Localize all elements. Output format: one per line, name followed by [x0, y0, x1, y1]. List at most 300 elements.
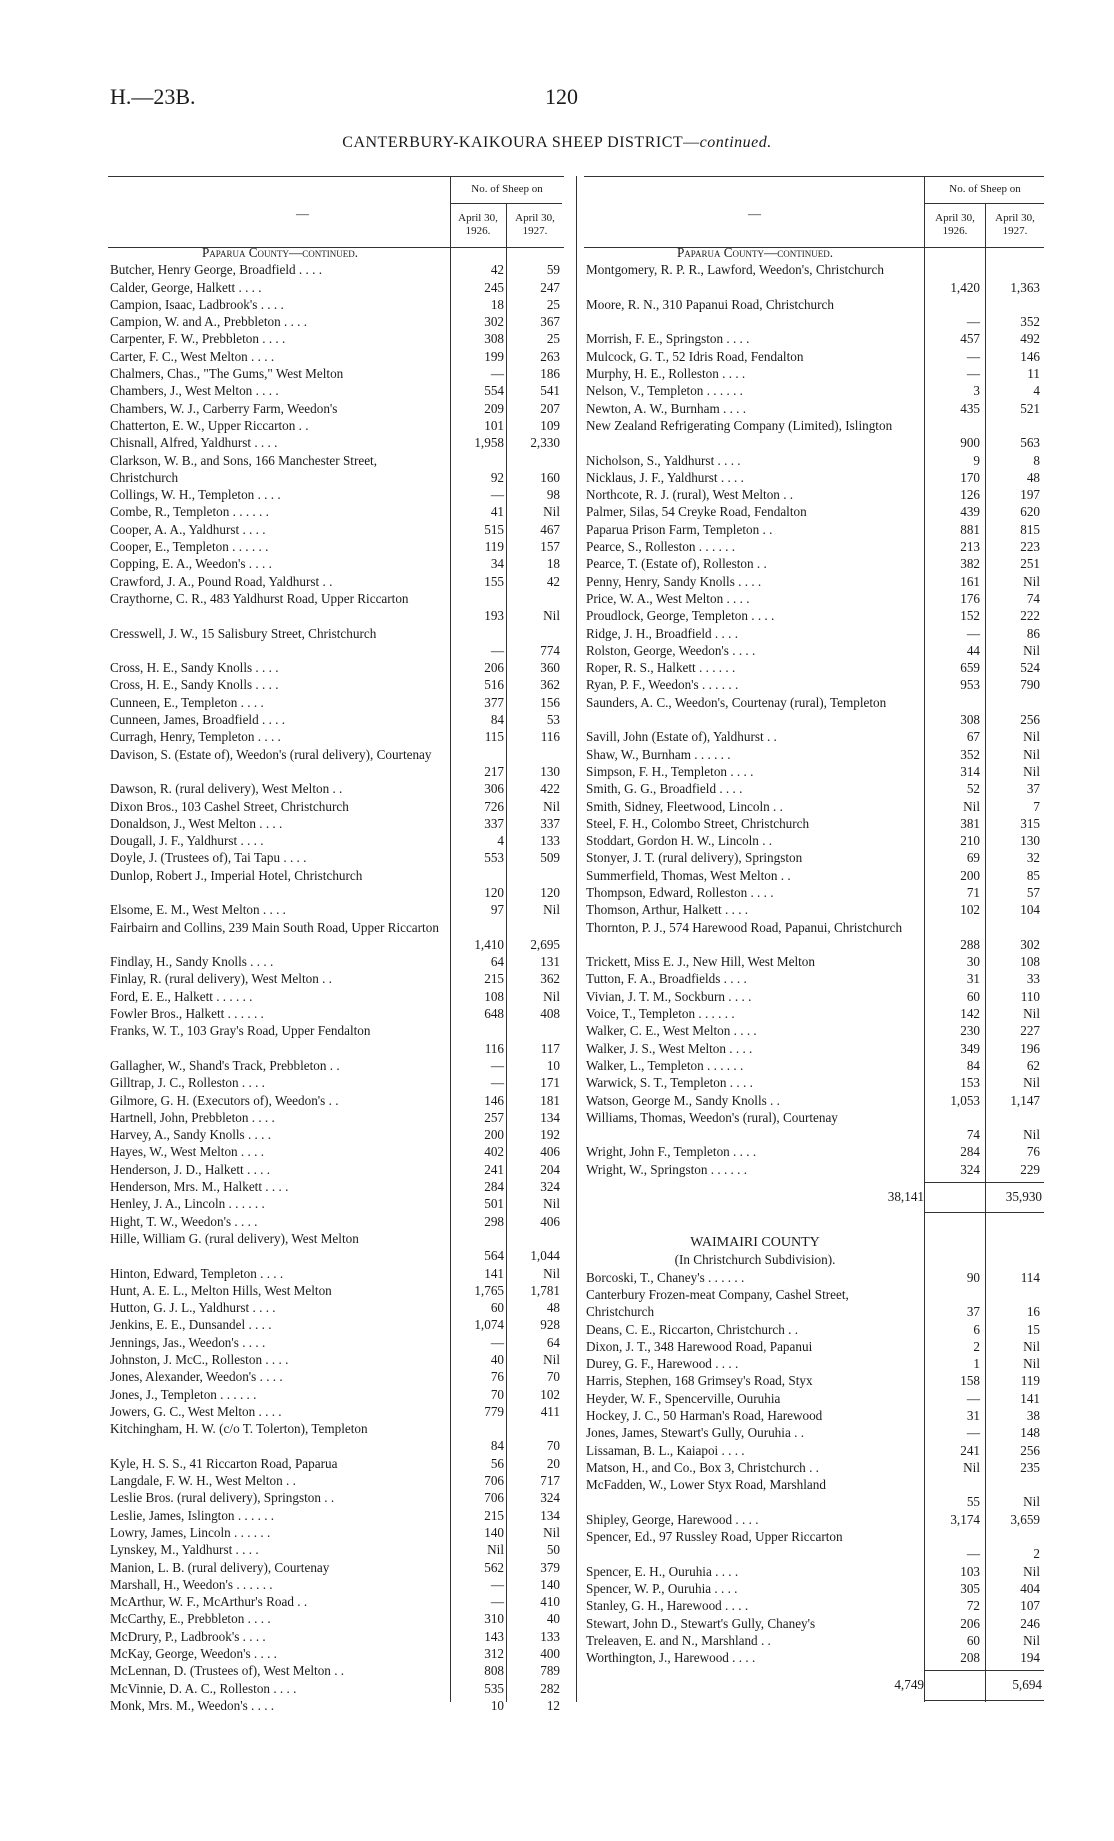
- sheep-1926: 55: [966, 1494, 980, 1510]
- table-row: [110, 1299, 564, 1316]
- table-row: [110, 867, 564, 902]
- sheep-1926: 779: [484, 1403, 504, 1419]
- sheep-1927: 235: [1020, 1459, 1040, 1475]
- sheep-1927: Nil: [543, 1265, 560, 1281]
- sheep-1927: 32: [1026, 850, 1040, 866]
- owner-name: Tutton, F. A., Broadfields . . . .: [586, 971, 747, 987]
- sheep-1926: 102: [960, 902, 980, 918]
- owner-name: New Zealand Refrigerating Company (Limited), Islington: [586, 417, 893, 433]
- owner-name: Hunt, A. E. L., Melton Hills, West Melton: [110, 1282, 332, 1298]
- sheep-1926: —: [490, 366, 504, 382]
- sheep-1926: —: [490, 1075, 504, 1091]
- sheep-1926: 305: [960, 1580, 980, 1596]
- table-row: [586, 1005, 1044, 1022]
- sheep-1926: 402: [484, 1144, 504, 1160]
- table-top-rule-left: [108, 176, 564, 177]
- sheep-1926: 37: [966, 1304, 980, 1320]
- owner-name: Simpson, F. H., Templeton . . . .: [586, 763, 754, 779]
- table-row: [110, 815, 564, 832]
- table-row: [586, 798, 1044, 815]
- sheep-1926: 215: [484, 1507, 504, 1523]
- owner-name: Henderson, Mrs. M., Halkett . . . .: [110, 1179, 289, 1195]
- owner-name: Newton, A. W., Burnham . . . .: [586, 400, 747, 416]
- sheep-1927: 104: [1020, 902, 1040, 918]
- sheep-1926: 206: [960, 1615, 980, 1631]
- table-row: [586, 1649, 1044, 1666]
- owner-name: Kitchingham, H. W. (c/o T. Tolerton), Templeton: [110, 1421, 368, 1437]
- table-row: [586, 555, 1044, 572]
- sheep-1927: 789: [540, 1663, 560, 1679]
- sheep-1926: 439: [960, 504, 980, 520]
- sheep-1927: 521: [1020, 400, 1040, 416]
- owner-name: Manion, L. B. (rural delivery), Courtenay: [110, 1559, 330, 1575]
- owner-name: McVinnie, D. A. C., Rolleston . . . .: [110, 1680, 297, 1696]
- table-row: [110, 1680, 564, 1697]
- sheep-1927: 563: [1020, 435, 1040, 451]
- owner-name: Shipley, George, Harewood . . . .: [586, 1511, 759, 1527]
- sheep-1926: 2: [973, 1338, 980, 1354]
- sheep-1927: 110: [1020, 988, 1040, 1004]
- table-row: [586, 382, 1044, 399]
- sheep-1926: 10: [490, 1697, 504, 1713]
- table-row: [586, 521, 1044, 538]
- sheep-1927: 160: [540, 469, 560, 485]
- sheep-1926: 64: [490, 954, 504, 970]
- sheep-1926: 153: [960, 1075, 980, 1091]
- sheep-1926: 241: [960, 1442, 980, 1458]
- sheep-1926: 199: [484, 348, 504, 364]
- sheep-1927: Nil: [543, 988, 560, 1004]
- table-row: [110, 1541, 564, 1558]
- owner-name: Saunders, A. C., Weedon's, Courtenay (rural), Templeton: [586, 694, 887, 710]
- table-row: [586, 953, 1044, 970]
- sheep-1926: 176: [960, 590, 980, 606]
- sheep-1927: 156: [540, 694, 560, 710]
- table-row: [586, 1286, 1044, 1321]
- table-row: [586, 1022, 1044, 1039]
- owner-name: Wright, W., Springston . . . . . .: [586, 1161, 748, 1177]
- sheep-1926: 257: [484, 1109, 504, 1125]
- owner-name: Smith, G. G., Broadfield . . . .: [586, 781, 743, 797]
- owner-name: Hight, T. W., Weedon's . . . .: [110, 1213, 258, 1229]
- sheep-1926: 71: [966, 884, 980, 900]
- sheep-1927: Nil: [543, 1196, 560, 1212]
- sheep-1926: 60: [966, 1632, 980, 1648]
- sheep-1926: 562: [484, 1559, 504, 1575]
- owner-name: McFadden, W., Lower Styx Road, Marshland: [586, 1477, 826, 1493]
- table-row: [110, 503, 564, 520]
- total-1926: 4,749: [894, 1677, 924, 1693]
- owner-name: Chalmers, Chas., "The Gums," West Melton: [110, 366, 344, 382]
- table-row: [110, 1282, 564, 1299]
- owner-name: Ridge, J. H., Broadfield . . . .: [586, 625, 739, 641]
- owner-name: Leslie, James, Islington . . . . . .: [110, 1507, 275, 1523]
- table-row: [586, 1563, 1044, 1580]
- sheep-1927: 116: [540, 729, 560, 745]
- table-row: [586, 1580, 1044, 1597]
- owner-name: Stewart, John D., Stewart's Gully, Chaney's: [586, 1615, 816, 1631]
- table-row: [586, 1321, 1044, 1338]
- owner-name: Dawson, R. (rural delivery), West Melton . .: [110, 781, 343, 797]
- table-row: [586, 469, 1044, 486]
- owner-name: Cunneen, E., Templeton . . . .: [110, 694, 264, 710]
- sheep-1926: 142: [960, 1006, 980, 1022]
- sheep-1927: 119: [1020, 1373, 1040, 1389]
- table-row: [586, 1355, 1044, 1372]
- owner-name: Hutton, G. J. L., Yaldhurst . . . .: [110, 1300, 276, 1316]
- table-row: [110, 382, 564, 399]
- owner-name: Roper, R. S., Halkett . . . . . .: [586, 660, 736, 676]
- table-row: [586, 815, 1044, 832]
- table-row: [110, 1351, 564, 1368]
- owner-name: Heyder, W. F., Spencerville, Ouruhia: [586, 1390, 781, 1406]
- section-heading-right: Paparua County—continued.: [676, 245, 834, 260]
- table-row: [110, 279, 564, 296]
- table-row: [586, 1424, 1044, 1441]
- owner-name: Copping, E. A., Weedon's . . . .: [110, 556, 272, 572]
- table-row: [586, 1161, 1044, 1178]
- owner-name: Shaw, W., Burnham . . . . . .: [586, 746, 731, 762]
- table-row: [110, 798, 564, 815]
- table-row: [586, 486, 1044, 503]
- owner-name: Summerfield, Thomas, West Melton . .: [586, 867, 791, 883]
- table-row: [110, 832, 564, 849]
- sheep-1927: Nil: [543, 902, 560, 918]
- sheep-1927: 315: [1020, 815, 1040, 831]
- sheep-1926: 501: [484, 1196, 504, 1212]
- owner-name: Watson, George M., Sandy Knolls . .: [586, 1092, 780, 1108]
- sheep-1927: 467: [540, 521, 560, 537]
- sheep-1926: 284: [484, 1179, 504, 1195]
- table-row: [110, 1368, 564, 1385]
- owner-name: Thompson, Edward, Rolleston . . . .: [586, 884, 774, 900]
- table-row: [586, 763, 1044, 780]
- sheep-1927: Nil: [543, 1352, 560, 1367]
- sheep-1927: Nil: [1023, 1006, 1040, 1022]
- table-row: [586, 728, 1044, 745]
- sheep-1926: 155: [484, 573, 504, 589]
- sheep-1926: 298: [484, 1213, 504, 1229]
- sheep-1926: 6: [973, 1321, 980, 1337]
- table-row: [586, 348, 1044, 365]
- page-title: [0, 134, 1114, 152]
- sheep-1926: 208: [960, 1650, 980, 1666]
- table-row: [110, 780, 564, 797]
- table-row: [110, 728, 564, 745]
- left-rows: [110, 261, 564, 1714]
- sheep-1927: 62: [1026, 1057, 1040, 1073]
- sheep-1926: 352: [960, 746, 980, 762]
- table-row: [586, 1074, 1044, 1091]
- table-row: [586, 780, 1044, 797]
- sheep-1927: 107: [1020, 1598, 1040, 1614]
- sheep-1926: 56: [490, 1455, 504, 1471]
- sheep-1926: 193: [484, 608, 504, 624]
- sheep-1926: Nil: [963, 1459, 980, 1475]
- table-row: [110, 1507, 564, 1524]
- owner-name: McKay, George, Weedon's . . . .: [110, 1646, 277, 1662]
- sheep-1927: 20: [546, 1455, 560, 1471]
- sheep-1926: 302: [484, 314, 504, 330]
- owner-name: Chambers, W. J., Carberry Farm, Weedon's: [110, 400, 338, 416]
- sheep-1927: 222: [1020, 608, 1040, 624]
- sheep-1927: 404: [1020, 1580, 1040, 1596]
- sheep-1926: 1,053: [950, 1092, 980, 1108]
- owner-name: Butcher, Henry George, Broadfield . . . .: [110, 262, 322, 278]
- sheep-1926: 337: [484, 815, 504, 831]
- table-row: [110, 1524, 564, 1541]
- table-row: [586, 1459, 1044, 1476]
- owner-name: Thomson, Arthur, Halkett . . . .: [586, 902, 749, 918]
- sheep-1927: 16: [1026, 1304, 1040, 1320]
- sheep-1926: 1,765: [474, 1282, 504, 1298]
- owner-name: Stanley, G. H., Harewood . . . .: [586, 1598, 749, 1614]
- owner-name: Treleaven, E. and N., Marshland . .: [586, 1632, 771, 1648]
- owner-name: Pearce, S., Rolleston . . . . . .: [586, 539, 736, 555]
- sheep-1927: 422: [540, 781, 560, 797]
- owner-name: Doyle, J. (Trustees of), Tai Tapu . . . .: [110, 850, 307, 866]
- owner-name: Davison, S. (Estate of), Weedon's (rural delivery), Courtenay: [110, 746, 432, 762]
- table-row: [586, 642, 1044, 659]
- sheep-1926: 30: [966, 954, 980, 970]
- owner-name: Mulcock, G. T., 52 Idris Road, Fendalton: [586, 348, 804, 364]
- sheep-1927: 194: [1020, 1650, 1040, 1666]
- owner-name: Nelson, V., Templeton . . . . . .: [586, 383, 743, 399]
- sheep-1927: 131: [540, 954, 560, 970]
- sheep-1926: 44: [966, 642, 980, 658]
- sheep-1927: 64: [546, 1334, 560, 1350]
- sheep-1927: 196: [1020, 1040, 1040, 1056]
- table-row: [586, 590, 1044, 607]
- sheep-1927: 229: [1020, 1161, 1040, 1177]
- sheep-1927: Nil: [1023, 642, 1040, 658]
- sheep-1926: —: [490, 1594, 504, 1610]
- owner-name: Cross, H. E., Sandy Knolls . . . .: [110, 660, 279, 676]
- table-row: [110, 1697, 564, 1714]
- sheep-1927: 48: [1026, 469, 1040, 485]
- sheep-1926: 152: [960, 608, 980, 624]
- owner-name: Voice, T., Templeton . . . . . .: [586, 1006, 735, 1022]
- owner-name: Curragh, Henry, Templeton . . . .: [110, 729, 281, 745]
- sheep-1926: 564: [484, 1248, 504, 1264]
- sheep-1927: Nil: [1023, 1338, 1040, 1354]
- sheep-1927: 86: [1026, 625, 1040, 641]
- owner-name: Lissaman, B. L., Kaiapoi . . . .: [586, 1442, 745, 1458]
- table-row: [586, 538, 1044, 555]
- owner-name: Spencer, W. P., Ouruhia . . . .: [586, 1580, 738, 1596]
- owner-name: Ryan, P. F., Weedon's . . . . . .: [586, 677, 739, 693]
- owner-name: Fowler Bros., Halkett . . . . . .: [110, 1006, 264, 1022]
- owner-name: Calder, George, Halkett . . . .: [110, 279, 262, 295]
- sheep-1926: 377: [484, 694, 504, 710]
- sheep-1927: 140: [540, 1576, 560, 1592]
- sheep-1926: 659: [960, 660, 980, 676]
- sheep-1926: —: [966, 348, 980, 364]
- sheep-1927: 928: [540, 1317, 560, 1333]
- owner-name: Gallagher, W., Shand's Track, Prebbleton . .: [110, 1057, 340, 1073]
- table-row: [110, 676, 564, 693]
- sheep-1927: Nil: [1023, 573, 1040, 589]
- owner-name: Henderson, J. D., Halkett . . . .: [110, 1161, 271, 1177]
- sheep-1927: 38: [1026, 1408, 1040, 1423]
- sheep-1927: 1,044: [530, 1248, 560, 1264]
- sheep-1927: Nil: [1023, 1356, 1040, 1372]
- owner-name: Carpenter, F. W., Prebbleton . . . .: [110, 331, 286, 347]
- sheep-1927: 367: [540, 314, 560, 330]
- sheep-1927: 337: [540, 815, 560, 831]
- sheep-1927: 524: [1020, 660, 1040, 676]
- owner-name: Cooper, A. A., Yaldhurst . . . .: [110, 521, 266, 537]
- sheep-1927: 207: [540, 400, 560, 416]
- sheep-1927: 379: [540, 1559, 560, 1575]
- owner-name: McDrury, P., Ladbrook's . . . .: [110, 1628, 266, 1644]
- table-row: [586, 1057, 1044, 1074]
- owner-name: Dunlop, Robert J., Imperial Hotel, Christchurch: [110, 867, 363, 883]
- owner-name: Matson, H., and Co., Box 3, Christchurch . .: [586, 1459, 819, 1475]
- owner-name: Hille, William G. (rural delivery), West Melton: [110, 1230, 359, 1246]
- sheep-1927: 141: [1020, 1390, 1040, 1406]
- sheep-1926: 314: [960, 763, 980, 779]
- table-row: [110, 365, 564, 382]
- owner-name: Dixon, J. T., 348 Harewood Road, Papanui: [586, 1338, 813, 1354]
- sheep-1927: 108: [1020, 954, 1040, 970]
- table-row: [586, 607, 1044, 624]
- sheep-1926: 230: [960, 1023, 980, 1039]
- sheep-1927: 10: [546, 1057, 560, 1073]
- sheep-1926: 516: [484, 677, 504, 693]
- sheep-1927: Nil: [543, 798, 560, 814]
- table-row: [110, 1022, 564, 1057]
- table-row: [110, 1489, 564, 1506]
- table-row: [110, 330, 564, 347]
- left-column: [110, 244, 564, 1714]
- sheep-1926: 382: [960, 556, 980, 572]
- total-rule-top: [924, 1670, 1044, 1671]
- table-row: [586, 573, 1044, 590]
- table-row: [586, 1597, 1044, 1614]
- owner-name: Hockey, J. C., 50 Harman's Road, Harewood: [586, 1408, 823, 1423]
- waimairi-rows: [586, 1269, 1044, 1667]
- table-row: [110, 1178, 564, 1195]
- sheep-1926: 72: [966, 1598, 980, 1614]
- sheep-1926: 60: [966, 988, 980, 1004]
- owner-name: Marshall, H., Weedon's . . . . . .: [110, 1576, 273, 1592]
- owner-name: McCarthy, E., Prebbleton . . . .: [110, 1611, 271, 1627]
- owner-name: Rolston, George, Weedon's . . . .: [586, 642, 756, 658]
- sheep-1927: 134: [540, 1109, 560, 1125]
- table-row: [586, 1143, 1044, 1160]
- sheep-1927: 247: [540, 279, 560, 295]
- table-row: [586, 1372, 1044, 1389]
- table-top-rule-right: [584, 176, 1044, 177]
- header-dash-right: —: [748, 206, 761, 221]
- sheep-1927: 263: [540, 348, 560, 364]
- sheep-1926: —: [966, 1425, 980, 1441]
- subhead-rule-right: [924, 203, 1044, 204]
- sheep-1927: 133: [540, 833, 560, 849]
- table-row: [110, 1403, 564, 1420]
- sheep-1927: 76: [1026, 1144, 1040, 1160]
- sheep-1926: 1,410: [474, 936, 504, 952]
- owner-name: Jowers, G. C., West Melton . . . .: [110, 1403, 282, 1419]
- table-row: [586, 901, 1044, 918]
- sheep-1927: 408: [540, 1006, 560, 1022]
- sheep-1927: 2,330: [530, 435, 560, 451]
- sheep-1927: 11: [1027, 366, 1040, 382]
- owner-name: Worthington, J., Harewood . . . .: [586, 1650, 756, 1666]
- owner-name: Crawford, J. A., Pound Road, Yaldhurst . .: [110, 573, 333, 589]
- table-row: [110, 1230, 564, 1265]
- table-row: [110, 1126, 564, 1143]
- sheep-1926: 1,420: [950, 279, 980, 295]
- owner-name: Jones, J., Templeton . . . . . .: [110, 1386, 257, 1402]
- table-row: [110, 1593, 564, 1610]
- sheep-1927: Nil: [1023, 763, 1040, 779]
- sheep-1926: 40: [490, 1352, 504, 1367]
- owner-name: Collings, W. H., Templeton . . . .: [110, 487, 281, 503]
- sheep-1927: 133: [540, 1628, 560, 1644]
- sheep-1926: 953: [960, 677, 980, 693]
- table-row: [110, 694, 564, 711]
- table-row: [110, 970, 564, 987]
- sheep-1926: 161: [960, 573, 980, 589]
- owner-name: Monk, Mrs. M., Weedon's . . . .: [110, 1697, 275, 1713]
- table-row: [586, 849, 1044, 866]
- sheep-1927: 509: [540, 850, 560, 866]
- table-row: [110, 1109, 564, 1126]
- owner-name: Price, W. A., West Melton . . . .: [586, 590, 750, 606]
- owner-name: Proudlock, George, Templeton . . . .: [586, 608, 775, 624]
- sheep-1927: Nil: [1023, 1632, 1040, 1648]
- sheep-1927: 1,781: [530, 1282, 560, 1298]
- owner-name: Nicholson, S., Yaldhurst . . . .: [586, 452, 741, 468]
- sheep-1927: Nil: [1023, 746, 1040, 762]
- owner-name: Moore, R. N., 310 Papanui Road, Christchurch: [586, 296, 834, 312]
- sheep-1927: 246: [1020, 1615, 1040, 1631]
- owner-name: Wright, John F., Templeton . . . .: [586, 1144, 757, 1160]
- sheep-1927: 109: [540, 417, 560, 433]
- table-row: [110, 400, 564, 417]
- table-row: [586, 1476, 1044, 1511]
- sheep-1926: 726: [484, 798, 504, 814]
- table-row: [110, 1472, 564, 1489]
- table-row: [110, 486, 564, 503]
- table-row: [586, 417, 1044, 452]
- sheep-1927: 492: [1020, 331, 1040, 347]
- sheep-1927: 324: [540, 1490, 560, 1506]
- sheep-1927: 192: [540, 1127, 560, 1143]
- table-row: [110, 1074, 564, 1091]
- sheep-1926: 140: [484, 1524, 504, 1540]
- table-row: [110, 625, 564, 660]
- col-head-1927-left: April 30, 1927.: [515, 212, 555, 237]
- owner-name: Montgomery, R. P. R., Lawford, Weedon's, Christchurch: [586, 262, 884, 278]
- sheep-1927: 114: [1020, 1269, 1040, 1285]
- sheep-1927: 717: [540, 1473, 560, 1489]
- sheep-1926: 76: [490, 1369, 504, 1385]
- sheep-1927: 186: [540, 366, 560, 382]
- sheep-1927: 411: [540, 1403, 560, 1419]
- owner-name: Clarkson, W. B., and Sons, 166 Manchester Street, Christchurch: [110, 452, 378, 485]
- owner-name: Morrish, F. E., Springston . . . .: [586, 331, 750, 347]
- sheep-1927: 85: [1026, 867, 1040, 883]
- table-row: [110, 1316, 564, 1333]
- table-row: [586, 261, 1044, 296]
- owner-name: McLennan, D. (Trustees of), West Melton . .: [110, 1663, 345, 1679]
- sheep-1926: 60: [490, 1300, 504, 1316]
- sheep-1926: 34: [490, 556, 504, 572]
- sheep-1927: 204: [540, 1161, 560, 1177]
